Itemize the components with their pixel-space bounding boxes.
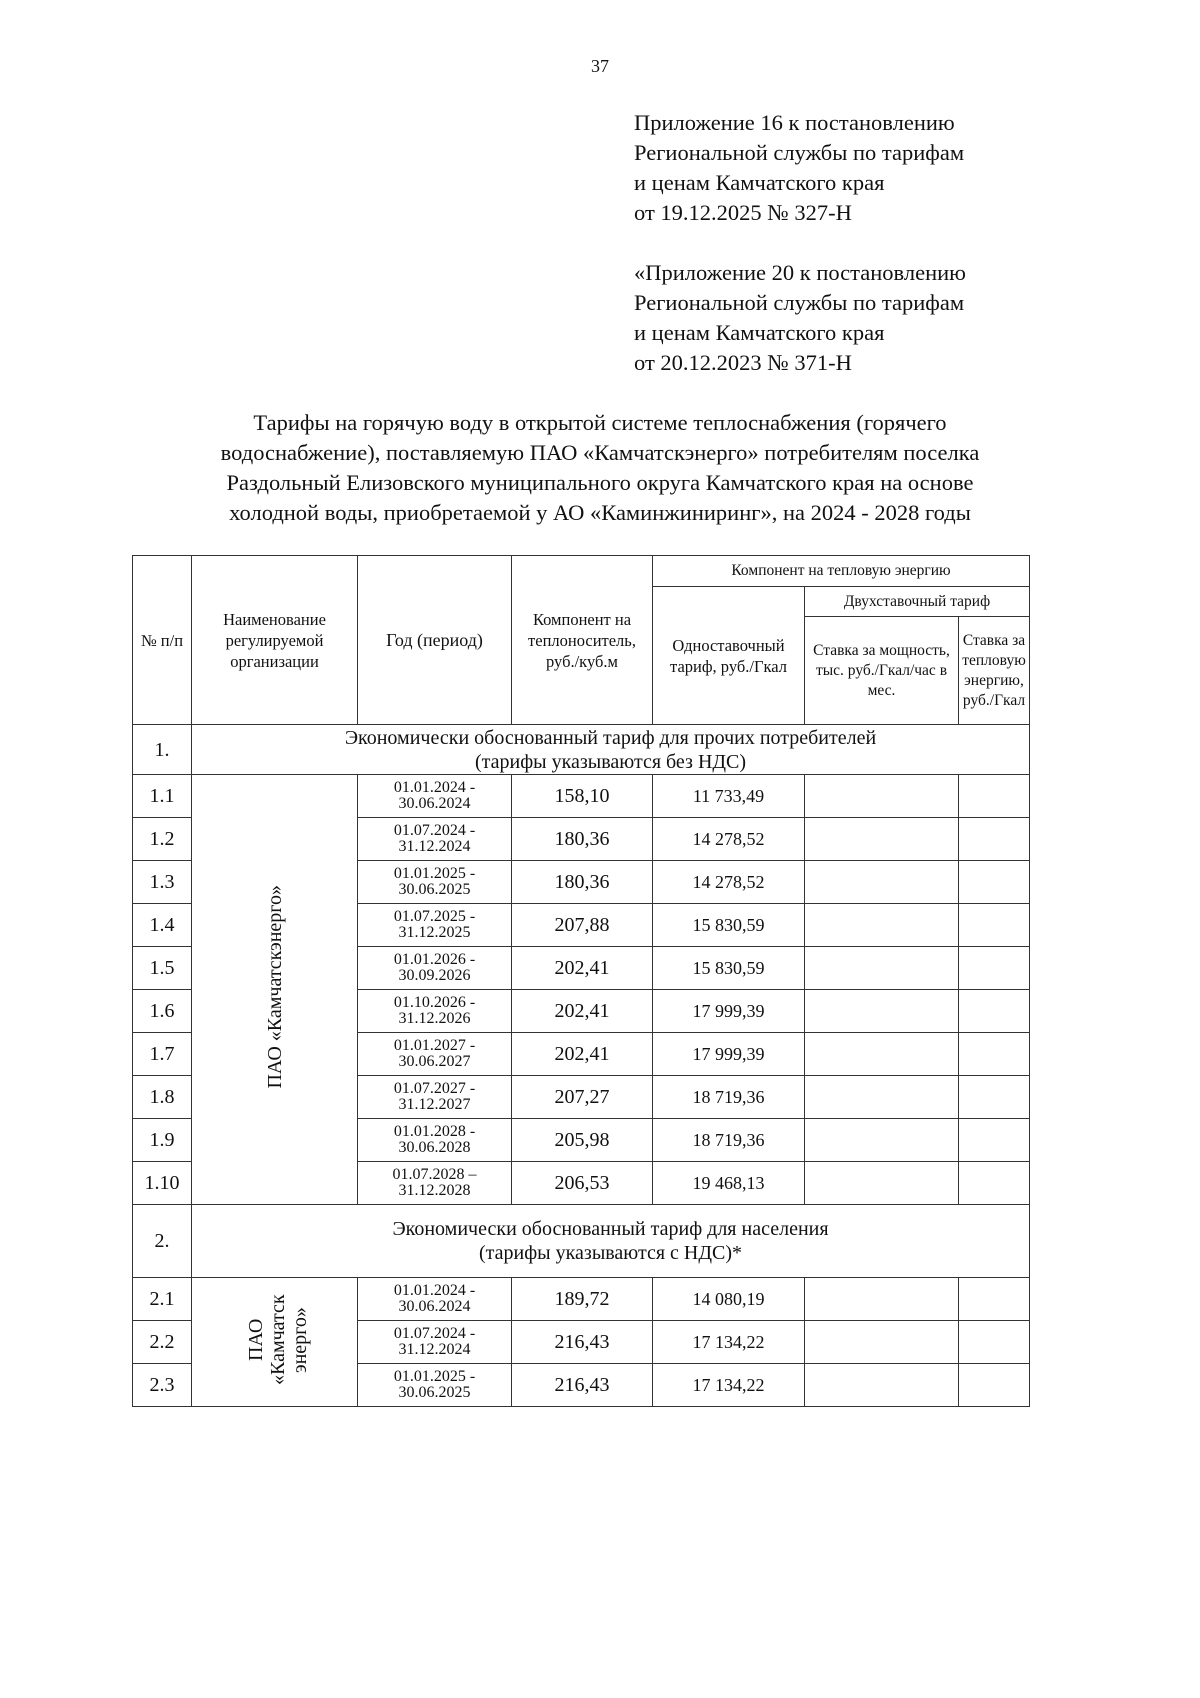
energy-rate-value [959,818,1030,861]
period-end: 30.06.2025 [398,881,471,898]
period-cell [358,1162,512,1205]
carrier-value: 206,53 [512,1162,653,1205]
carrier-value: 189,72 [512,1278,653,1321]
document-title [120,408,1080,528]
header-heat: Компонент на тепловую энергию [653,556,1030,587]
title-line: холодной воды, приобретаемой у АО «Каминжиниринг», на 2024 - 2028 годы [229,500,971,525]
capacity-rate-value [805,1162,959,1205]
appendix-line: от 19.12.2025 № 327-Н [634,200,852,225]
carrier-value: 216,43 [512,1364,653,1407]
row-num: 1.10 [133,1162,192,1205]
appendix-line: Региональной службы по тарифам [634,140,965,165]
period-start: 01.01.2028 - [393,1123,476,1140]
energy-rate-value [959,1119,1030,1162]
carrier-value: 202,41 [512,1033,653,1076]
energy-rate-value [959,861,1030,904]
single-rate-value: 14 278,52 [653,861,805,904]
title-line: Тарифы на горячую воду в открытой системе теплоснабжения (горячего [253,410,947,435]
section-title [192,1205,1030,1278]
period-cell [358,1033,512,1076]
period-cell [358,1076,512,1119]
period-end: 30.09.2026 [398,967,471,984]
row-num: 2.2 [133,1321,192,1364]
capacity-rate-value [805,1076,959,1119]
energy-rate-value [959,904,1030,947]
carrier-value: 202,41 [512,947,653,990]
energy-rate-value [959,1321,1030,1364]
section-title-line: Экономически обоснованный тариф для прочих потребителей [344,726,877,749]
energy-rate-value [959,990,1030,1033]
period-start: 01.10.2026 - [393,994,476,1011]
period-cell [358,1364,512,1407]
period-start: 01.07.2025 - [393,908,476,925]
energy-rate-value [959,1364,1030,1407]
period-start: 01.07.2024 - [393,822,476,839]
capacity-rate-value [805,1119,959,1162]
header-capacity: Ставка за мощность, тыс. руб./Гкал/час в мес. [805,617,959,725]
capacity-rate-value [805,1278,959,1321]
single-rate-value: 14 080,19 [653,1278,805,1321]
section-num: 2. [133,1205,192,1278]
single-rate-value: 15 830,59 [653,947,805,990]
period-start: 01.01.2026 - [393,951,476,968]
row-num: 1.7 [133,1033,192,1076]
section-row [133,725,1030,775]
carrier-value: 207,27 [512,1076,653,1119]
carrier-value: 207,88 [512,904,653,947]
energy-rate-value [959,775,1030,818]
row-num: 1.5 [133,947,192,990]
row-num: 1.6 [133,990,192,1033]
row-num: 1.8 [133,1076,192,1119]
period-end: 30.06.2027 [398,1053,471,1070]
period-end: 31.12.2028 [398,1182,471,1199]
energy-rate-value [959,1162,1030,1205]
period-start: 01.01.2027 - [393,1037,476,1054]
period-end: 30.06.2024 [398,1298,471,1315]
period-cell [358,1278,512,1321]
period-cell [358,775,512,818]
header-carrier: Компонент на теплоноситель, руб./куб.м [512,556,653,725]
capacity-rate-value [805,775,959,818]
appendix-line: от 20.12.2023 № 371-Н [634,350,852,375]
period-end: 30.06.2025 [398,1384,471,1401]
single-rate-value: 17 134,22 [653,1321,805,1364]
table-row [133,1278,1030,1321]
period-start: 01.07.2028 – [392,1166,477,1183]
title-line: водоснабжение), поставляемую ПАО «Камчатскэнерго» потребителям поселка [220,440,980,465]
section-title [192,725,1030,775]
period-cell [358,818,512,861]
org-cell [192,775,358,1205]
single-rate-value: 17 999,39 [653,1033,805,1076]
period-end: 31.12.2027 [398,1096,471,1113]
carrier-value: 205,98 [512,1119,653,1162]
single-rate-value: 18 719,36 [653,1076,805,1119]
single-rate-value: 17 134,22 [653,1364,805,1407]
single-rate-value: 11 733,49 [653,775,805,818]
carrier-value: 202,41 [512,990,653,1033]
section-title-line: Экономически обоснованный тариф для населения [392,1218,829,1240]
header-period: Год (период) [358,556,512,725]
appendix-line: Региональной службы по тарифам [634,290,965,315]
appendix-line: Приложение 16 к постановлению [634,110,955,135]
row-num: 1.3 [133,861,192,904]
capacity-rate-value [805,904,959,947]
appendix-line: и ценам Камчатского края [634,320,885,345]
table-row [133,775,1030,818]
energy-rate-value [959,947,1030,990]
section-title-line: (тарифы указываются с НДС)* [479,1242,743,1264]
tariff-table [132,555,1030,1407]
row-num: 1.1 [133,775,192,818]
period-end: 30.06.2028 [398,1139,471,1156]
appendix-line: и ценам Камчатского края [634,170,885,195]
period-start: 01.07.2024 - [393,1325,476,1342]
appendix-header [634,108,964,228]
org-name: ПАО «Камчатскэнерго» [263,885,286,1089]
page-number: 37 [591,56,609,76]
period-cell [358,1321,512,1364]
single-rate-value: 14 278,52 [653,818,805,861]
appendix-reference [634,258,966,378]
period-end: 31.12.2024 [398,1341,471,1358]
single-rate-value: 17 999,39 [653,990,805,1033]
carrier-value: 180,36 [512,818,653,861]
period-end: 31.12.2024 [398,838,471,855]
row-num: 2.1 [133,1278,192,1321]
capacity-rate-value [805,947,959,990]
section-row [133,1205,1030,1278]
period-end: 30.06.2024 [398,795,471,812]
period-start: 01.01.2024 - [393,779,476,796]
row-num: 1.4 [133,904,192,947]
row-num: 1.9 [133,1119,192,1162]
capacity-rate-value [805,1364,959,1407]
period-start: 01.01.2024 - [393,1282,476,1299]
capacity-rate-value [805,1033,959,1076]
period-end: 31.12.2026 [398,1010,471,1027]
header-single: Одноставочный тариф, руб./Гкал [653,587,805,725]
capacity-rate-value [805,990,959,1033]
header-org: Наименование регулируемой организации [192,556,358,725]
org-name: ПАО «Камчатск энерго» [244,1294,311,1385]
header-two-part: Двухставочный тариф [805,587,1030,617]
single-rate-value: 15 830,59 [653,904,805,947]
appendix-line: «Приложение 20 к постановлению [634,260,966,285]
capacity-rate-value [805,1321,959,1364]
capacity-rate-value [805,818,959,861]
header-num: № п/п [133,556,192,725]
carrier-value: 180,36 [512,861,653,904]
period-start: 01.07.2027 - [393,1080,476,1097]
period-cell [358,947,512,990]
energy-rate-value [959,1278,1030,1321]
capacity-rate-value [805,861,959,904]
single-rate-value: 18 719,36 [653,1119,805,1162]
title-line: Раздольный Елизовского муниципального округа Камчатского края на основе [226,470,974,495]
carrier-value: 216,43 [512,1321,653,1364]
period-start: 01.01.2025 - [393,865,476,882]
period-start: 01.01.2025 - [393,1368,476,1385]
energy-rate-value [959,1033,1030,1076]
period-end: 31.12.2025 [398,924,471,941]
period-cell [358,1119,512,1162]
period-cell [358,904,512,947]
period-cell [358,861,512,904]
row-num: 2.3 [133,1364,192,1407]
org-cell [192,1278,358,1407]
row-num: 1.2 [133,818,192,861]
header-energy: Ставка за тепловую энергию, руб./Гкал [959,617,1030,725]
energy-rate-value [959,1076,1030,1119]
carrier-value: 158,10 [512,775,653,818]
single-rate-value: 19 468,13 [653,1162,805,1205]
section-num: 1. [133,725,192,775]
section-title-line: (тарифы указываются без НДС) [474,750,747,773]
period-cell [358,990,512,1033]
